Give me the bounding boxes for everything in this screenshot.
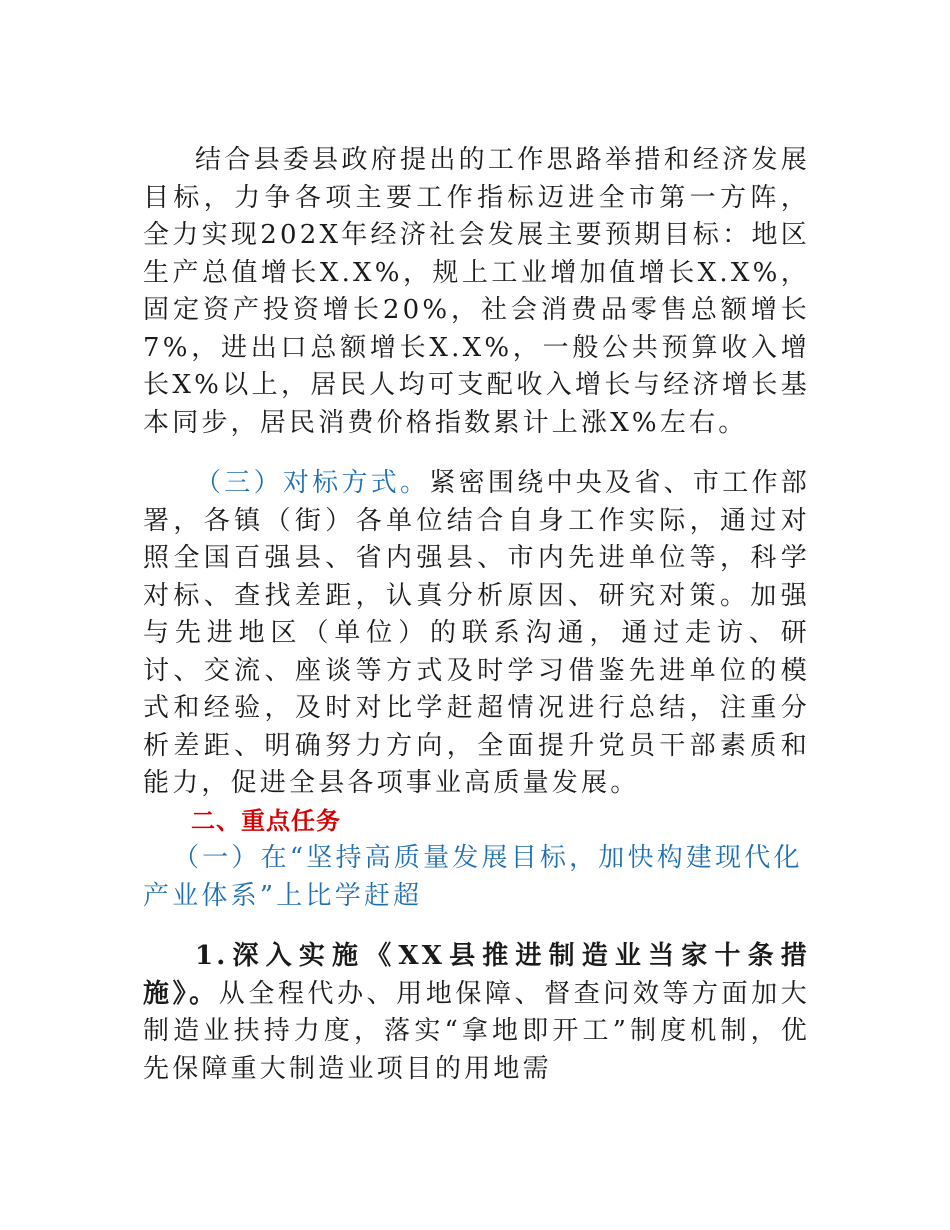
item-1-body: 从全程代办、用地保障、督查问效等方面加大制造业扶持力度，落实“拿地即开工”制度机制，优先保障重大制造业项目的用地需 — [143, 978, 810, 1084]
section-heading-key-tasks: 二、重点任务 — [191, 806, 341, 835]
paragraph-benchmark-method — [143, 465, 810, 803]
subsection-heading-industry-system: （一）在“坚持高质量发展目标，加快构建现代化产业体系”上比学赶超 — [143, 843, 803, 911]
benchmark-method-label: （三）对标方式。 — [195, 468, 430, 498]
item-1-label: 1.深入实施《XX县推进制造业当家十条措施》。 — [143, 941, 810, 1009]
paragraph-targets: 结合县委县政府提出的工作思路举措和经济发展目标，力争各项主要工作指标迈进全市第一方阵，全力实现202X年经济社会发展主要预期目标：地区生产总值增长X.X%，规上工业增加值增长X.X%，固定资产投资增长20%，社会消费品零售总额增长7%，进出口总额增长X.X%，一般公共预算收入增长X%以上，居民人均可支配收入增长与经济增长基本同步，居民消费价格指数累计上涨X%左右。 — [143, 145, 810, 438]
benchmark-method-body: 紧密围绕中央及省、市工作部署，各镇（街）各单位结合自身工作实际，通过对照全国百强县、省内强县、市内先进单位等，科学对标、查找差距，认真分析原因、研究对策。加强与先进地区（单位）的联系沟通，通过走访、研讨、交流、座谈等方式及时学习借鉴先进单位的模式和经验，及时对比学赶超情况进行总结，注重分析差距、明确努力方向，全面提升党员干部素质和能力，促进全县各项事业高质量发展。 — [143, 468, 810, 798]
document-page — [143, 142, 810, 1088]
paragraph-item-1 — [143, 938, 810, 1088]
